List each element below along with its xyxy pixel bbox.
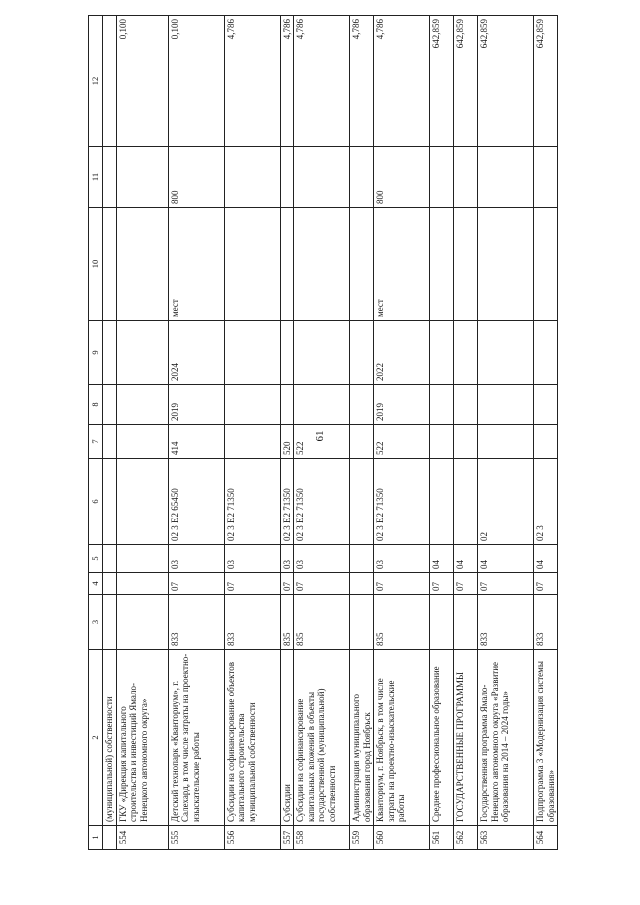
table-cell — [430, 321, 454, 385]
table-cell: 800 — [168, 147, 224, 208]
table-cell: 522 — [374, 425, 430, 459]
header-row — [89, 16, 103, 850]
table-cell: 02 3 E2 71350 — [224, 459, 280, 545]
table-cell — [478, 425, 534, 459]
table-cell — [478, 147, 534, 208]
table-cell: 07 — [374, 573, 430, 595]
table-row — [116, 16, 168, 850]
table-cell: ГКУ «Дирекция капитального строительства и инвестиций Ямало-Ненецкого автономного округа» — [116, 650, 168, 826]
column-header: 10 — [89, 208, 103, 321]
table-cell — [350, 321, 374, 385]
table-cell — [454, 425, 478, 459]
table-cell — [103, 208, 117, 321]
table-cell: 2019 — [374, 385, 430, 425]
table-cell — [350, 208, 374, 321]
column-header: 2 — [89, 650, 103, 826]
table-cell: 03 — [280, 545, 294, 573]
table-row — [280, 16, 294, 850]
table-cell: 564 — [534, 826, 558, 850]
column-header: 6 — [89, 459, 103, 545]
table-cell: 07 — [430, 573, 454, 595]
table-cell: 02 3 — [534, 459, 558, 545]
table-row — [534, 16, 558, 850]
table-cell — [478, 321, 534, 385]
table-cell: 833 — [224, 595, 280, 650]
column-header: 1 — [89, 826, 103, 850]
table-cell — [224, 425, 280, 459]
table-cell: 563 — [478, 826, 534, 850]
table-cell — [116, 595, 168, 650]
table-row — [294, 16, 350, 850]
table-row — [478, 16, 534, 850]
budget-table — [88, 15, 558, 850]
table-cell: 03 — [374, 545, 430, 573]
table-cell: 07 — [478, 573, 534, 595]
table-cell — [350, 573, 374, 595]
table-cell — [350, 545, 374, 573]
table-cell — [280, 385, 294, 425]
column-header: 7 — [89, 425, 103, 459]
table-cell: 800 — [374, 147, 430, 208]
table-cell — [294, 147, 350, 208]
table-cell — [294, 321, 350, 385]
page-number: 61 — [314, 430, 326, 442]
table-cell: 642,859 — [534, 16, 558, 147]
table-cell: 07 — [280, 573, 294, 595]
table-cell: Среднее профессиональное образование — [430, 650, 454, 826]
table-cell — [454, 208, 478, 321]
table-cell — [103, 826, 117, 850]
budget-table-container — [88, 16, 556, 850]
table-cell: 520 — [280, 425, 294, 459]
table-cell — [103, 147, 117, 208]
table-cell: 554 — [116, 826, 168, 850]
table-cell — [103, 425, 117, 459]
table-cell: 02 — [478, 459, 534, 545]
table-cell — [454, 147, 478, 208]
table-cell — [350, 595, 374, 650]
table-cell: 02 3 E2 71350 — [280, 459, 294, 545]
table-cell: Субсидии — [280, 650, 294, 826]
table-cell — [534, 321, 558, 385]
table-cell — [224, 321, 280, 385]
table-cell: 04 — [534, 545, 558, 573]
table-cell: 2022 — [374, 321, 430, 385]
table-cell — [294, 385, 350, 425]
table-cell: Субсидии на софинансирование объектов капитального строительства муниципальной собственности — [224, 650, 280, 826]
table-cell: 04 — [454, 545, 478, 573]
table-cell: 561 — [430, 826, 454, 850]
table-cell: 04 — [478, 545, 534, 573]
table-cell: 07 — [534, 573, 558, 595]
table-cell: Государственная программа Ямало-Ненецкого автономного округа «Развитие образования на 2014 – 2024 годы» — [478, 650, 534, 826]
column-header: 8 — [89, 385, 103, 425]
table-cell — [294, 208, 350, 321]
table-cell: Субсидии на софинансирование капитальных вложений в объекты государственной (муниципальной) собственности — [294, 650, 350, 826]
table-cell — [430, 459, 454, 545]
column-header: 9 — [89, 321, 103, 385]
table-cell — [280, 147, 294, 208]
column-header: 3 — [89, 595, 103, 650]
table-cell — [224, 208, 280, 321]
table-cell: 642,859 — [478, 16, 534, 147]
table-cell — [103, 459, 117, 545]
table-cell — [103, 385, 117, 425]
table-cell: 642,859 — [430, 16, 454, 147]
table-cell: 560 — [374, 826, 430, 850]
table-cell: 4,786 — [294, 16, 350, 147]
table-cell — [350, 425, 374, 459]
table-cell: ГОСУДАРСТВЕННЫЕ ПРОГРАММЫ — [454, 650, 478, 826]
table-cell — [430, 147, 454, 208]
table-cell: Подпрограмма 3 «Модернизация системы образования» — [534, 650, 558, 826]
table-cell — [454, 459, 478, 545]
table-cell — [116, 459, 168, 545]
table-cell — [116, 147, 168, 208]
table-row — [224, 16, 280, 850]
table-cell — [116, 385, 168, 425]
table-cell: 557 — [280, 826, 294, 850]
table-cell: 03 — [294, 545, 350, 573]
table-cell: 04 — [430, 545, 454, 573]
table-cell: 07 — [224, 573, 280, 595]
table-cell — [430, 208, 454, 321]
table-cell — [116, 425, 168, 459]
table-cell — [116, 208, 168, 321]
column-header: 5 — [89, 545, 103, 573]
table-cell — [103, 595, 117, 650]
table-cell — [350, 385, 374, 425]
table-row — [103, 16, 117, 850]
table-cell — [224, 385, 280, 425]
table-cell: 522 — [294, 425, 350, 459]
table-cell: 835 — [280, 595, 294, 650]
column-header: 4 — [89, 573, 103, 595]
table-cell — [430, 385, 454, 425]
table-cell — [350, 459, 374, 545]
table-cell: 559 — [350, 826, 374, 850]
table-cell — [116, 573, 168, 595]
table-cell: 556 — [224, 826, 280, 850]
table-cell: 833 — [478, 595, 534, 650]
table-cell: 2019 — [168, 385, 224, 425]
table-cell: 562 — [454, 826, 478, 850]
table-row — [430, 16, 454, 850]
table-cell — [534, 147, 558, 208]
table-cell: 4,786 — [350, 16, 374, 147]
table-row — [350, 16, 374, 850]
table-cell: 02 3 E2 65450 — [168, 459, 224, 545]
table-cell: 4,786 — [280, 16, 294, 147]
table-cell: Администрация муниципального образования город Ноябрьск — [350, 650, 374, 826]
table-cell — [103, 16, 117, 147]
table-cell: мест — [374, 208, 430, 321]
table-cell: 07 — [294, 573, 350, 595]
table-cell: 4,786 — [224, 16, 280, 147]
table-body — [89, 16, 558, 850]
table-cell: 07 — [168, 573, 224, 595]
table-cell: 555 — [168, 826, 224, 850]
table-cell — [280, 208, 294, 321]
table-cell — [350, 147, 374, 208]
table-cell — [534, 425, 558, 459]
table-cell — [534, 385, 558, 425]
table-cell — [224, 147, 280, 208]
table-cell: 833 — [534, 595, 558, 650]
table-cell: (муниципальной) собственности — [103, 650, 117, 826]
table-cell: 2024 — [168, 321, 224, 385]
table-cell: 07 — [454, 573, 478, 595]
table-cell — [478, 385, 534, 425]
table-cell: 835 — [294, 595, 350, 650]
table-cell: 0,100 — [168, 16, 224, 147]
table-cell — [534, 208, 558, 321]
table-cell: 03 — [224, 545, 280, 573]
table-cell — [103, 545, 117, 573]
table-cell — [430, 425, 454, 459]
table-cell: 03 — [168, 545, 224, 573]
table-cell: Кванториум, г. Ноябрьск, в том числе затраты на проектно-изыскательские работы — [374, 650, 430, 826]
table-cell — [116, 321, 168, 385]
table-cell — [116, 545, 168, 573]
table-cell — [430, 595, 454, 650]
column-header: 12 — [89, 16, 103, 147]
table-row — [374, 16, 430, 850]
table-cell: Детский технопарк «Кванториум», г. Салехард, в том числе затраты на проектно-изыскательские работы — [168, 650, 224, 826]
table-cell: 414 — [168, 425, 224, 459]
table-cell: 0,100 — [116, 16, 168, 147]
table-cell — [454, 321, 478, 385]
table-row — [454, 16, 478, 850]
table-cell: 642,859 — [454, 16, 478, 147]
table-cell — [103, 573, 117, 595]
table-cell — [454, 385, 478, 425]
column-header: 11 — [89, 147, 103, 208]
table-row — [168, 16, 224, 850]
table-cell: 02 3 E2 71350 — [374, 459, 430, 545]
table-cell — [103, 321, 117, 385]
table-cell: мест — [168, 208, 224, 321]
table-cell — [478, 208, 534, 321]
table-cell: 558 — [294, 826, 350, 850]
table-cell: 835 — [374, 595, 430, 650]
table-cell — [280, 321, 294, 385]
table-cell: 833 — [168, 595, 224, 650]
table-cell — [454, 595, 478, 650]
table-cell: 02 3 E2 71350 — [294, 459, 350, 545]
table-cell: 4,786 — [374, 16, 430, 147]
